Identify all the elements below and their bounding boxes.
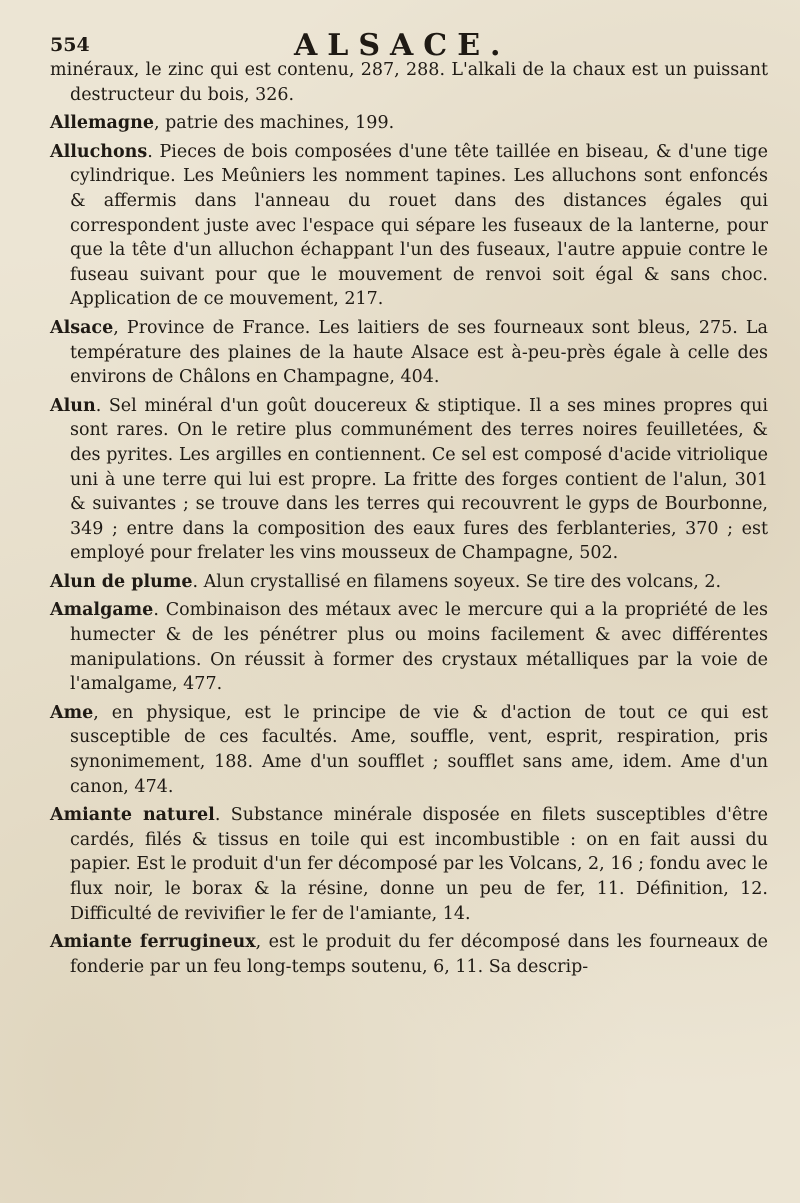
index-entry bbox=[50, 111, 768, 136]
index-entry bbox=[50, 570, 768, 595]
index-entry bbox=[50, 58, 768, 107]
entry-term: Amiante ferrugineux bbox=[50, 932, 256, 953]
entry-text: . Substance minérale disposée en filets susceptibles d'être cardés, filés & tissus en toile qui est incombustible : on en fait aussi du papier. Est le produit d'un fer décomposé par les Volcans, 2, 16 ; fondu avec le flux noir, le borax & la résine, donne un peu de fer, 11. Définition, 12. Difficulté de revivifier le fer de l'amiante, 14. bbox=[70, 805, 768, 924]
entry-text: . Combinaison des métaux avec le mercure qui a la propriété de les humecter & de les pénétrer plus ou moins facilement & avec différentes manipulations. On réussit à former des crystaux métalliques par la voie de l'amalgame, 477. bbox=[70, 600, 768, 695]
entry-term: Amiante naturel bbox=[50, 805, 215, 826]
index-entry bbox=[50, 316, 768, 390]
entry-text: , Province de France. Les laitiers de ses fourneaux sont bleus, 275. La température des plaines de la haute Alsace est à-peu-près égale à celle des environs de Châlons en Champagne, 404. bbox=[70, 317, 768, 388]
running-head: ALSACE. bbox=[294, 28, 511, 63]
entry-term: Ame bbox=[50, 702, 94, 723]
entry-text: , est le produit du fer décomposé dans les fourneaux de fonderie par un feu long-temps soutenu, 6, 11. Sa descrip- bbox=[70, 932, 768, 977]
page-header bbox=[50, 18, 790, 63]
entry-term: Alun bbox=[50, 395, 96, 416]
entry-term: Allemagne bbox=[50, 113, 154, 134]
entry-term: Alsace bbox=[50, 317, 114, 338]
entry-term: Alluchons bbox=[50, 141, 148, 162]
index-entry bbox=[50, 701, 768, 799]
index-entry bbox=[50, 598, 768, 696]
entry-term: Alun de plume bbox=[50, 571, 193, 592]
entry-text: . Pieces de bois composées d'une tête taillée en biseau, & d'une tige cylindrique. Les Meûniers les nomment tapines. Les alluchons sont enfoncés & affermis dans l'anneau du rouet dans des distances égales qui correspondent juste avec l'espace qui sépare les fuseaux de la lanterne, pour que la tête d'un alluchon échappant l'un des fuseaux, l'autre appuie contre le fuseau suivant pour que le mouvement de renvoi soit égal & sans choc. Application de ce mouvement, 217. bbox=[70, 141, 768, 310]
entry-text: . Sel minéral d'un goût doucereux & stiptique. Il a ses mines propres qui sont rares. On le retire plus communément des terres noires feuilletées, & des pyrites. Les argilles en contiennent. Ce sel est composé d'acide vitriolique uni à une terre qui lui est propre. La fritte des forges contient de l'alun, 301 & suivantes ; se trouve dans les terres qui recouvrent le gyps de Bourbonne, 349 ; entre dans la composition des eaux fures des ferblanteries, 370 ; est employé pour frelater les vins mousseux de Champagne, 502. bbox=[70, 395, 768, 564]
page-number: 554 bbox=[50, 34, 90, 56]
entry-text: minéraux, le zinc qui est contenu, 287, 288. L'alkali de la chaux est un puissant destructeur du bois, 326. bbox=[50, 60, 768, 105]
entry-text: , patrie des machines, 199. bbox=[153, 113, 395, 134]
index-entry bbox=[50, 930, 768, 979]
index-entry bbox=[50, 394, 768, 566]
entry-term: Amalgame bbox=[50, 600, 154, 621]
entry-text: . Alun crystallisé en filamens soyeux. Se tire des volcans, 2. bbox=[192, 571, 722, 592]
index-entry bbox=[50, 140, 768, 312]
index-entry bbox=[50, 803, 768, 926]
entry-text: , en physique, est le principe de vie & d'action de tout ce qui est susceptible de ces facultés. Ame, souffle, vent, esprit, respiration, pris synonimement, 188. Ame d'un soufflet ; soufflet sans ame, idem. Ame d'un canon, 474. bbox=[70, 702, 768, 797]
index-entries bbox=[50, 58, 768, 983]
